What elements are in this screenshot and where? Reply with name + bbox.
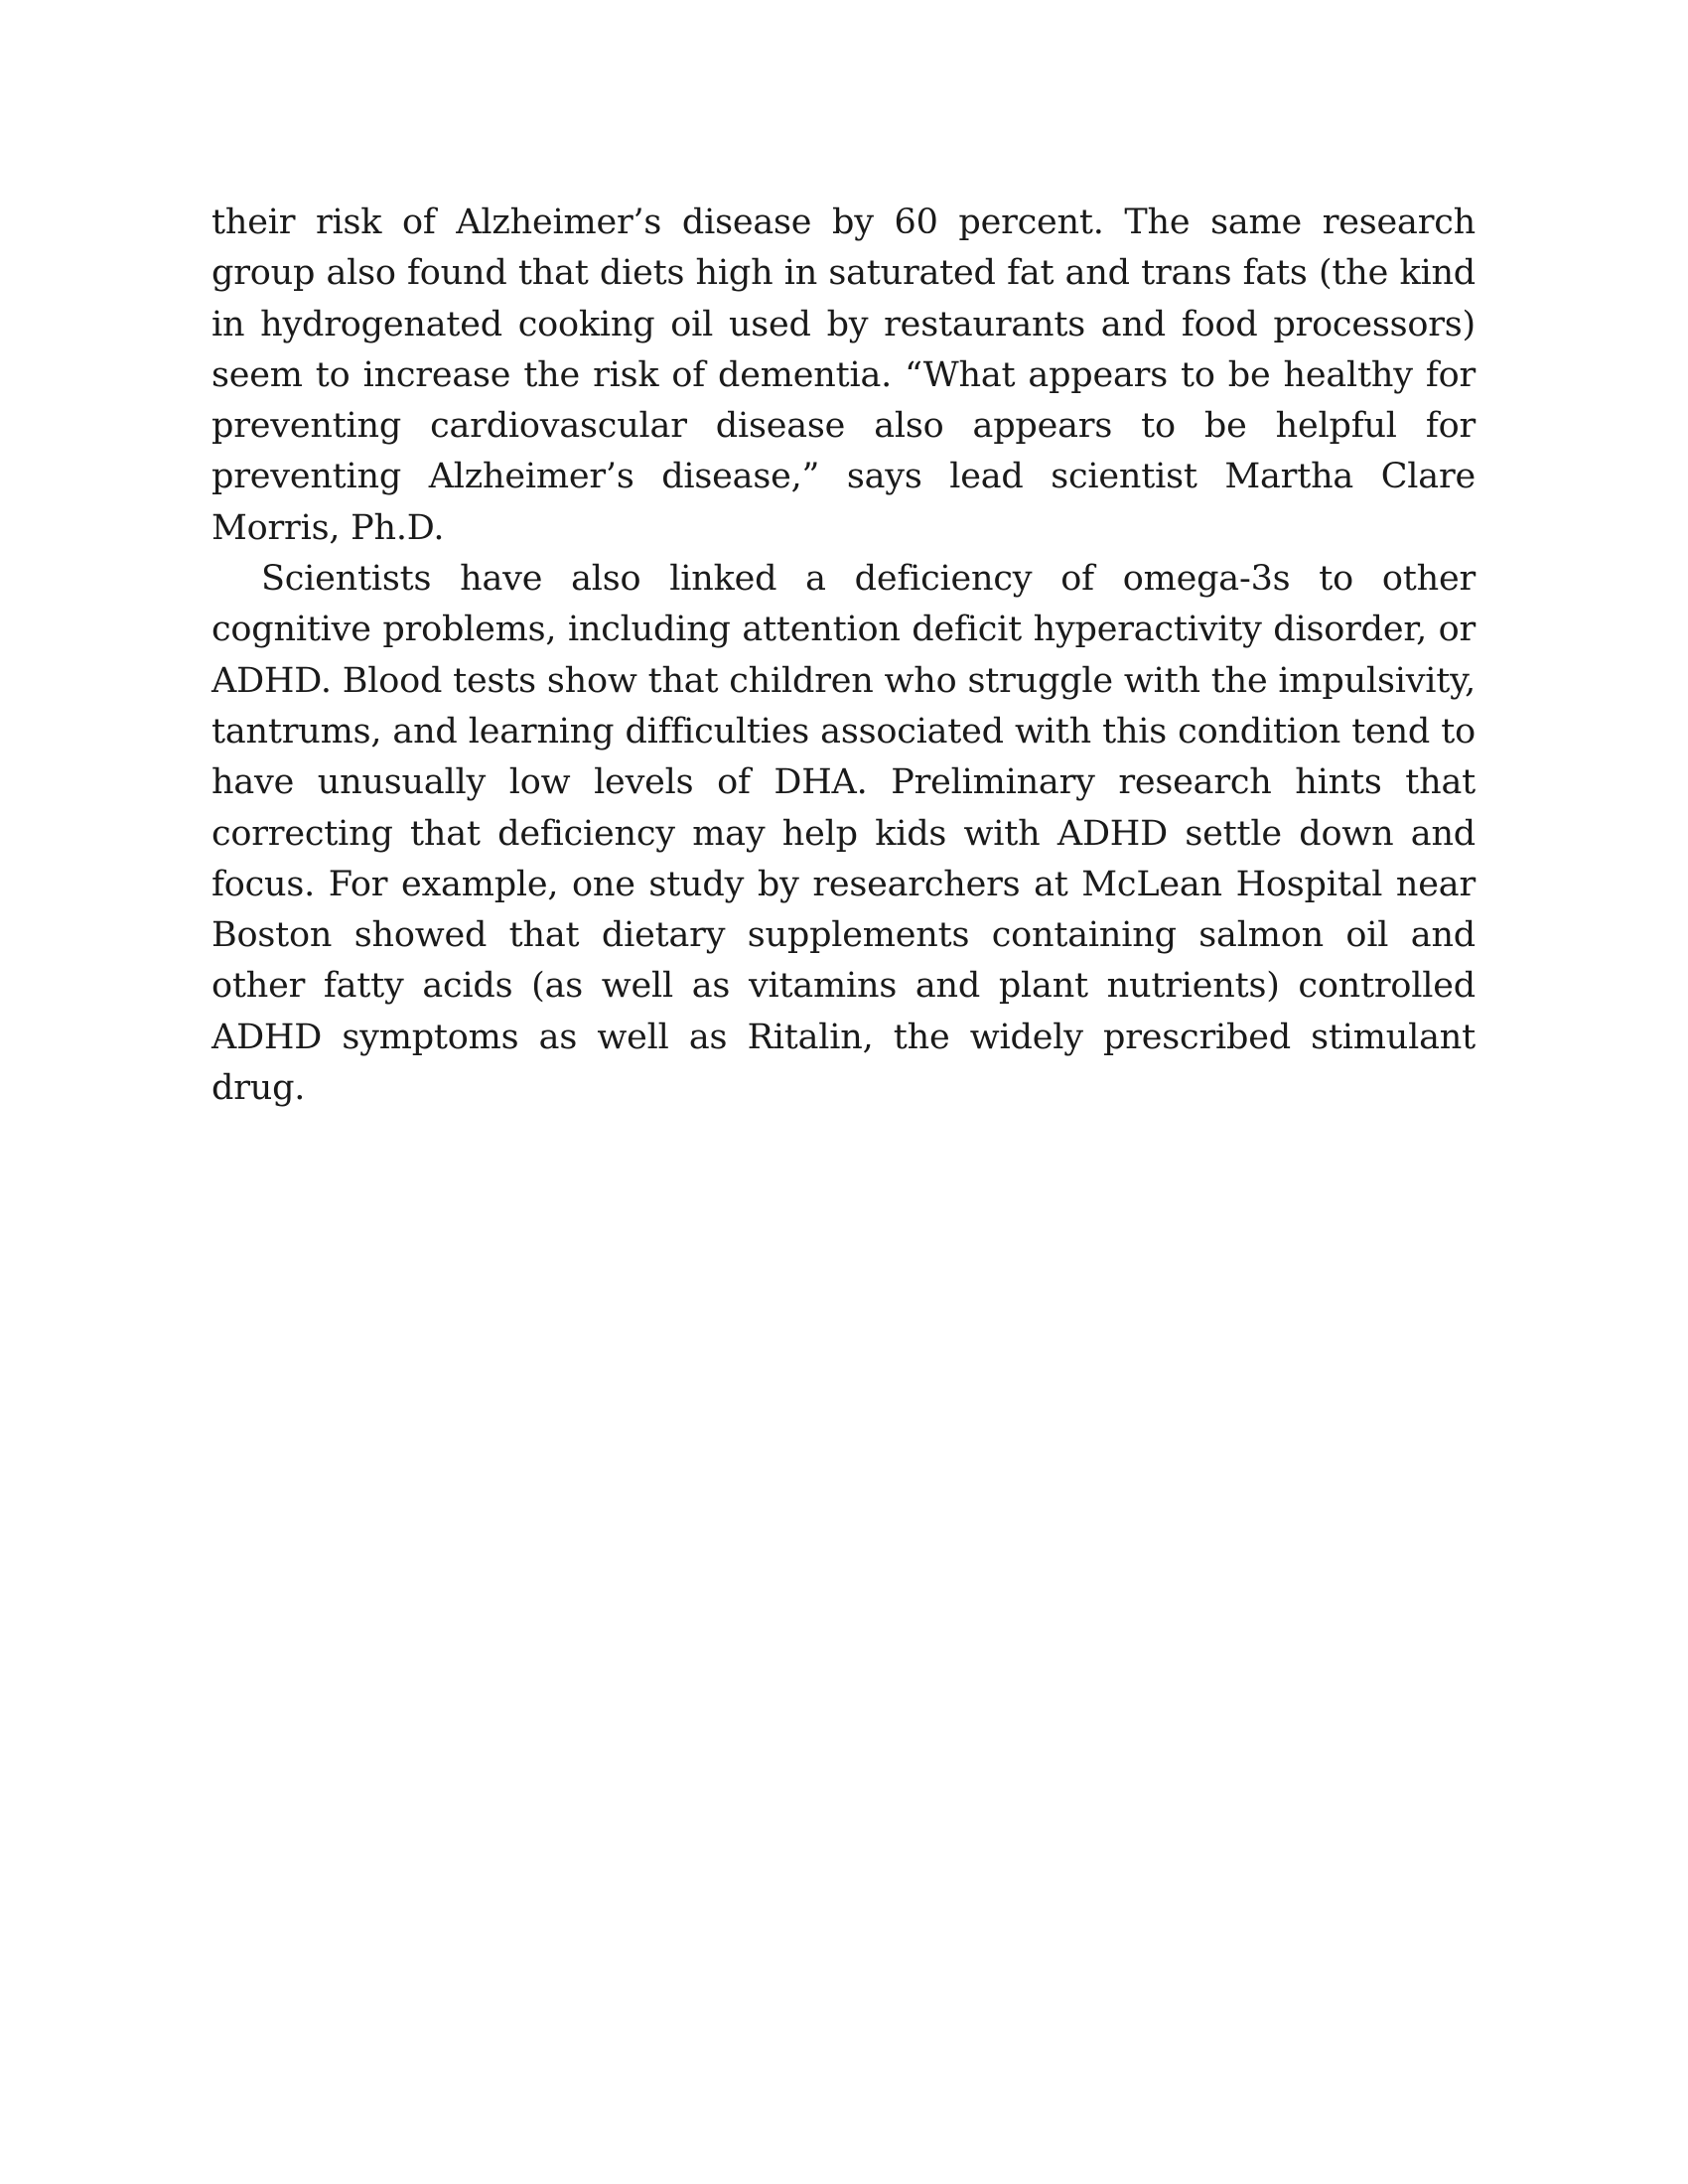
paragraph-adhd: Scientists have also linked a deficiency of omega-3s to other cognitive problems, including attention deficit hyperactivity disorder, or ADHD. Blood tests show that children who struggle with the impulsivity, tantrums, and learning difficulties associated with this condition tend to have unusually low levels of DHA. Preliminary research hints that correcting that deficiency may help kids with ADHD settle down and focus. For example, one study by researchers at McLean Hospital near Boston showed that dietary supplements containing salmon oil and other fatty acids (as well as vitamins and plant nutrients) controlled ADHD symptoms as well as Ritalin, the widely prescribed stimulant drug.: [211, 559, 1476, 1109]
paragraph-continuation: their risk of Alzheimer’s disease by 60 percent. The same research group also found that diets high in saturated fat and trans fats (the kind in hydrogenated cooking oil used by restaurants and food processors) seem to increase the risk of dementia. “What appears to be healthy for preventing cardiovascular disease also appears to be helpful for preventing Alzheimer’s disease,” says lead scientist Martha Clare Morris, Ph.D.: [211, 203, 1476, 548]
body-text: [211, 198, 1476, 1114]
